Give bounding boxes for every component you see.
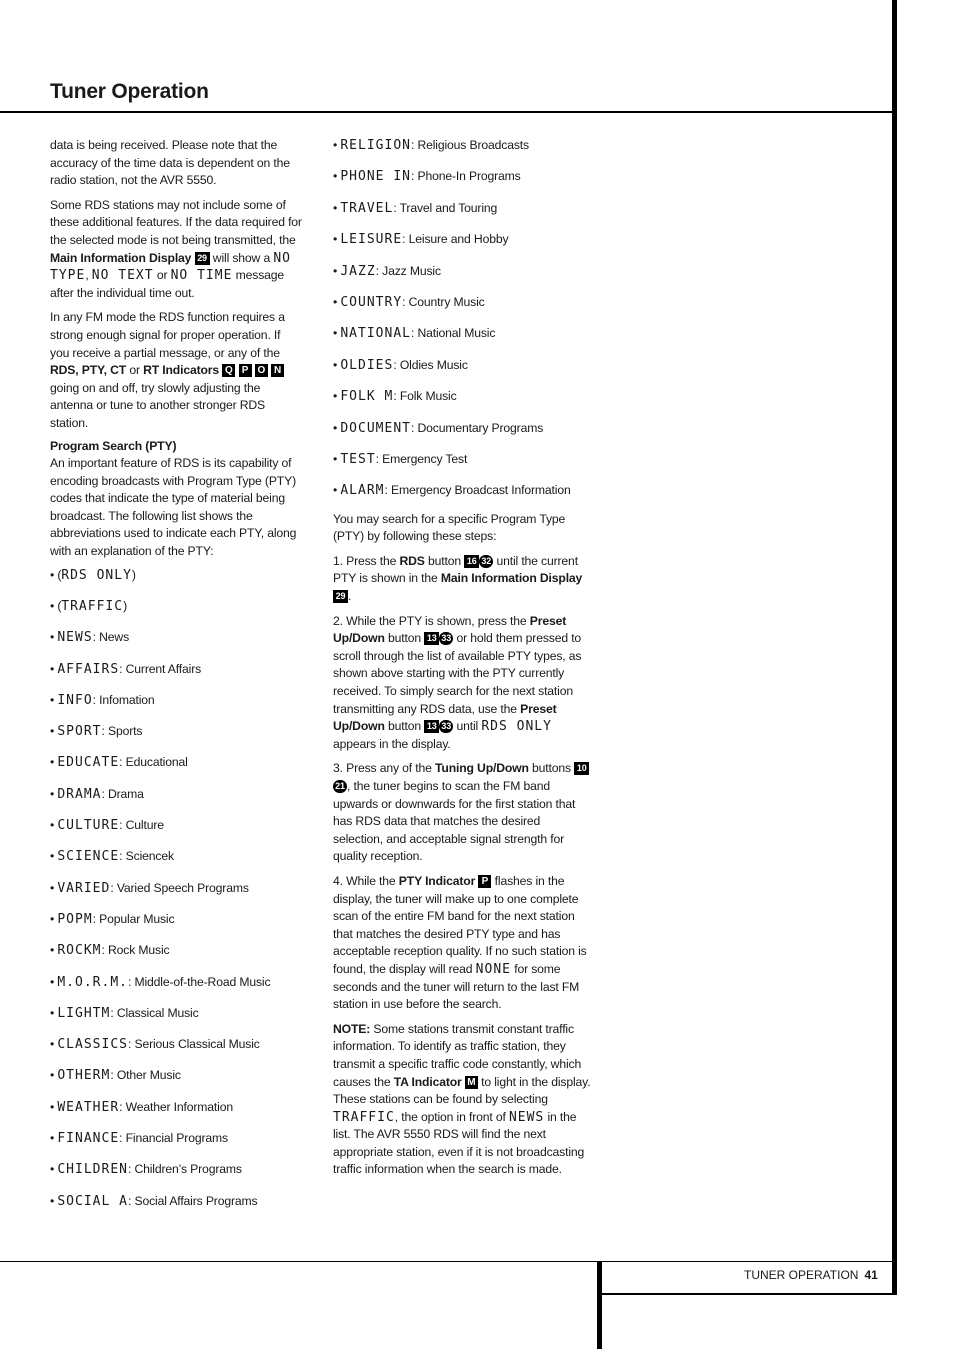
pty-code: CULTURE [57, 818, 120, 834]
list-item: • TEST: Emergency Test [333, 451, 468, 467]
left-column [50, 137, 302, 1224]
pty-code: DOCUMENT [340, 420, 411, 436]
bullet-icon: • [50, 755, 58, 770]
pty-code: WEATHER [57, 1099, 120, 1115]
pty-code: CHILDREN [57, 1162, 128, 1178]
bullet-icon: • [50, 1099, 58, 1114]
list-item: • POPM: Popular Music [50, 911, 175, 927]
list-item: • CHILDREN: Children’s Programs [50, 1162, 242, 1178]
preset-button-label-2: Preset Up/Down [333, 701, 557, 734]
pty-code: CLASSICS [57, 1037, 128, 1053]
step-2: 2. While the PTY is shown, press the Preset Up/Down button 13 33 or hold them pressed to scroll through the list of available PTY types, as shown above starting with the PTY currently received. To simply search for the next station transmitting any RDS data, use the Preset Up/Down button 13 33 until RDS ONLY appears in the display. [333, 613, 582, 751]
bullet-icon: • [50, 1037, 58, 1052]
footer-rule [0, 1261, 896, 1262]
pty-description: Other Music [116, 1068, 181, 1083]
pty-code: TRAFFIC [61, 598, 124, 614]
pty-description: Jazz Music [382, 263, 441, 278]
pty-code: NATIONAL [340, 326, 411, 342]
bullet-icon: • [50, 1162, 58, 1177]
bullet-icon: • [50, 1005, 58, 1020]
pty-description: Classical Music [116, 1005, 199, 1020]
callout-33-icon: 33 [439, 632, 453, 645]
pty-code: PHONE IN [340, 169, 411, 185]
callout-33-icon-2: 33 [439, 720, 453, 733]
bullet-icon: • [333, 389, 341, 404]
pty-description: Sports [107, 724, 143, 739]
pty-description: Religious Broadcasts [417, 138, 529, 152]
pty-code: OTHERM [57, 1068, 111, 1084]
step-4: 4. While the PTY Indicator P flashes in the display, the tuner will make up to one complete scan of the entire FM band for the next station that matches the desired PTY type and has acceptable reception quality. If no such station is found, the display will read NONE for some seconds and the tuner will return to the last FM station in use before the search. [333, 873, 587, 1012]
pty-description: Social Affairs Programs [134, 1193, 258, 1208]
pty-list-right [333, 137, 591, 514]
paragraph-rds-features: Some RDS stations may not include some of these additional features. If the data required for the selected mode is not being transmitted, the Main Information Display 29 will show a NO TYPE, NO TEXT or NO TIME message after the individual time out. [50, 197, 302, 300]
callout-29-icon-2: 29 [333, 590, 348, 603]
section-pty [50, 438, 302, 561]
bullet-icon: • [333, 483, 341, 498]
bullet-icon: • [333, 326, 341, 341]
lcd-no-text: NO TEXT [91, 268, 154, 284]
bullet-icon: • [50, 630, 58, 645]
bullet-icon: • [333, 420, 341, 435]
tuning-button-label: Tuning Up/Down [435, 761, 529, 776]
callout-13-icon: 13 [424, 632, 439, 645]
list-item: • M.O.R.M.: Middle-of-the-Road Music [50, 974, 271, 990]
lcd-rds-only: RDS ONLY [481, 719, 552, 735]
pty-code: AFFAIRS [57, 661, 120, 677]
pty-description: Weather Information [125, 1099, 233, 1114]
pty-description: Oldies Music [399, 357, 468, 372]
callout-13-icon-2: 13 [424, 720, 439, 733]
callout-21-icon: 21 [333, 780, 347, 793]
list-item: • EDUCATE: Educational [50, 755, 188, 771]
indicator-p-icon: P [239, 364, 252, 377]
list-item: • WEATHER: Weather Information [50, 1099, 233, 1115]
indicator-p-icon-2: P [478, 875, 491, 888]
list-item: • LEISURE: Leisure and Hobby [333, 232, 509, 248]
rds-button-label: RDS [399, 553, 425, 568]
bullet-icon: • [50, 567, 58, 582]
footer-bar [597, 1262, 602, 1349]
list-item: • ROCKM: Rock Music [50, 943, 170, 959]
bullet-icon: • [50, 598, 58, 613]
pty-description: Serious Classical Music [134, 1037, 260, 1052]
callout-10-icon: 10 [574, 762, 589, 775]
bullet-icon: • [50, 692, 58, 707]
indicator-q-icon: Q [222, 364, 235, 377]
lcd-no-type: NO TYPE [50, 250, 291, 284]
ta-indicator-label: TA Indicator [393, 1074, 462, 1089]
list-item: • NATIONAL: National Music [333, 326, 496, 342]
list-item: • RELIGION: Religious Broadcasts [333, 138, 529, 153]
list-item: • INFO: Infomation [50, 692, 155, 708]
pty-description: Educational [125, 755, 188, 770]
pty-description: Popular Music [99, 911, 175, 926]
pty-description: Culture [125, 818, 164, 833]
callout-16-icon: 16 [464, 555, 479, 568]
bullet-icon: • [333, 294, 341, 309]
bullet-icon: • [50, 943, 58, 958]
pty-description: Rock Music [107, 943, 170, 958]
footer-rule-right [600, 1293, 896, 1295]
bullet-icon: • [50, 1193, 58, 1208]
bullet-icon: • [50, 849, 58, 864]
rds-pty-ct-label: RDS, PTY, CT [50, 363, 127, 378]
footer-section: TUNER OPERATION [744, 1268, 859, 1282]
pty-code: RELIGION [340, 138, 411, 153]
pty-description: Documentary Programs [417, 420, 544, 435]
pty-description: Current Affairs [125, 661, 202, 676]
bullet-icon: • [50, 661, 58, 676]
pty-code: ALARM [340, 483, 385, 499]
pty-code: DRAMA [57, 786, 102, 802]
indicator-n-icon: N [271, 364, 284, 377]
page-footer [744, 1268, 878, 1282]
pty-code: POPM [57, 911, 93, 927]
lcd-none: NONE [475, 961, 511, 977]
pty-code: LIGHTM [57, 1005, 111, 1021]
list-item: • CULTURE: Culture [50, 818, 164, 834]
pty-description: Emergency Broadcast Information [390, 483, 571, 498]
pty-code: JAZZ [340, 263, 376, 279]
bullet-icon: • [50, 724, 58, 739]
header-rule [0, 111, 896, 113]
bullet-icon: • [333, 200, 341, 215]
list-item: • TRAVEL: Travel and Touring [333, 200, 498, 216]
section-heading-pty: Program Search (PTY) [50, 438, 177, 453]
bullet-icon: • [50, 974, 58, 989]
list-item: • ALARM: Emergency Broadcast Information [333, 483, 571, 499]
lcd-news: NEWS [508, 1109, 545, 1125]
pty-code: NEWS [57, 630, 93, 646]
pty-code: SOCIAL A [57, 1193, 128, 1209]
list-item: • DOCUMENT: Documentary Programs [333, 420, 544, 436]
paragraph-search-intro: You may search for a specific Program Type (PTY) by following these steps: [333, 511, 566, 544]
paragraph-time-data: data is being received. Please note that the accuracy of the time data is dependent on the radio station, not the AVR 5550. [50, 138, 290, 188]
main-display-label: Main Information Display [50, 250, 192, 265]
pty-description: Drama [107, 786, 144, 801]
pty-code: TRAVEL [340, 200, 394, 216]
pty-description: Sciencek [125, 849, 174, 864]
list-item: • SOCIAL A: Social Affairs Programs [50, 1193, 258, 1209]
pty-code: INFO [57, 692, 93, 708]
bullet-icon: • [50, 1068, 58, 1083]
bullet-icon: • [50, 1131, 58, 1145]
bullet-icon: • [333, 263, 341, 278]
list-item: • DRAMA: Drama [50, 786, 144, 802]
pty-code: TEST [340, 451, 376, 467]
pty-code: OLDIES [340, 357, 394, 373]
list-item: • (TRAFFIC) [50, 598, 127, 614]
list-item: • FOLK M: Folk Music [333, 389, 457, 405]
pty-code: LEISURE [340, 232, 403, 248]
pty-code: COUNTRY [340, 294, 403, 310]
list-item: • SPORT: Sports [50, 724, 143, 740]
lcd-traffic: TRAFFIC [333, 1109, 395, 1125]
paragraph-fm-signal: In any FM mode the RDS function requires a strong enough signal for proper operation. If you receive a partial message, or any of the RDS, PTY, CT or RT Indicators Q P O N going on and off, try slowly adjusting the antenna or tune to another stronger RDS station. [50, 310, 285, 430]
list-item: • CLASSICS: Serious Classical Music [50, 1037, 260, 1053]
bullet-icon: • [50, 911, 58, 926]
pty-indicator-label: PTY Indicator [398, 873, 476, 888]
page-number: 41 [864, 1268, 878, 1282]
list-item: • NEWS: News [50, 630, 130, 646]
page-title: Tuner Operation [50, 80, 209, 103]
list-item: • COUNTRY: Country Music [333, 294, 485, 310]
list-item: • LIGHTM: Classical Music [50, 1005, 199, 1021]
bullet-icon: • [333, 232, 341, 247]
list-item: • PHONE IN: Phone-In Programs [333, 169, 521, 185]
bullet-icon: • [333, 357, 341, 372]
list-item: • OLDIES: Oldies Music [333, 357, 468, 373]
preset-button-label: Preset Up/Down [333, 613, 567, 646]
paragraph-pty-intro: An important feature of RDS is its capability of encoding broadcasts with Program Type (PTY) codes that indicate the type of material being broadcast. The following list shows the abbreviations used to indicate each PTY, along with an explanation of the PTY: [50, 456, 297, 559]
pty-description: National Music [417, 326, 496, 341]
step-3: 3. Press any of the Tuning Up/Down buttons 1021 , the tuner begins to scan the FM band upwards or downwards for the first station that has RDS data that matches the desired selection, and acceptable signal strength for quality reception. [333, 760, 591, 866]
pty-code: EDUCATE [57, 755, 120, 771]
pty-description: Varied Speech Programs [116, 880, 249, 895]
callout-32-icon: 32 [479, 555, 493, 568]
note: NOTE: Some stations transmit constant traffic information. To identify as traffic station, they transmit a specific traffic code constantly, which causes the TA Indicator M to light in the display. These stations can be found by selecting TRAFFIC, the option in front of NEWS in the list. The AVR 5550 RDS will find the next appropriate station, even if it is not broadcasting traffic information when the search is made. [333, 1021, 591, 1177]
list-item: • VARIED: Varied Speech Programs [50, 880, 249, 896]
list-item: • JAZZ: Jazz Music [333, 263, 441, 279]
pty-description: Financial Programs [125, 1131, 228, 1145]
pty-description: Folk Music [399, 389, 457, 404]
pty-description: Emergency Test [382, 451, 468, 466]
rt-indicators-label: RT Indicators [143, 363, 220, 378]
callout-29-icon: 29 [195, 252, 210, 265]
indicator-m-icon: M [465, 1076, 478, 1089]
bullet-icon: • [333, 451, 341, 466]
bullet-icon: • [50, 818, 58, 833]
list-item: • OTHERM: Other Music [50, 1068, 181, 1084]
pty-code: M.O.R.M. [57, 974, 128, 990]
pty-description: News [99, 630, 130, 645]
step-1: 1. Press the RDS button 16 32 until the current PTY is shown in the Main Information Display 29 . [333, 553, 583, 604]
bullet-icon: • [50, 880, 58, 895]
main-display-label-2: Main Information Display [440, 571, 583, 586]
lcd-no-time: NO TIME [170, 268, 233, 284]
indicator-o-icon: O [255, 364, 268, 377]
list-item: • AFFAIRS: Current Affairs [50, 661, 202, 677]
note-label: NOTE: [333, 1021, 371, 1036]
pty-description: Leisure and Hobby [408, 232, 509, 247]
pty-code: SPORT [57, 724, 102, 740]
pty-description: Infomation [99, 692, 155, 707]
pty-description: Middle-of-the-Road Music [134, 974, 271, 989]
right-column [333, 137, 591, 1186]
right-margin-bar [892, 0, 897, 1295]
pty-code: VARIED [57, 880, 111, 896]
pty-description: Country Music [408, 294, 485, 309]
pty-description: Children’s Programs [134, 1162, 242, 1177]
pty-code: FINANCE [57, 1131, 120, 1146]
bullet-icon: • [333, 138, 341, 152]
bullet-icon: • [50, 786, 58, 801]
pty-code: RDS ONLY [61, 567, 132, 583]
pty-description: Travel and Touring [399, 200, 498, 215]
list-item: • (RDS ONLY) [50, 567, 136, 583]
bullet-icon: • [333, 169, 341, 184]
pty-code: FOLK M [340, 389, 394, 405]
pty-code: SCIENCE [57, 849, 120, 865]
list-item: • SCIENCE: Sciencek [50, 849, 174, 865]
pty-code: ROCKM [57, 943, 102, 959]
list-item: • FINANCE: Financial Programs [50, 1131, 228, 1146]
pty-list-left [50, 567, 302, 1224]
pty-description: Phone-In Programs [417, 169, 521, 184]
